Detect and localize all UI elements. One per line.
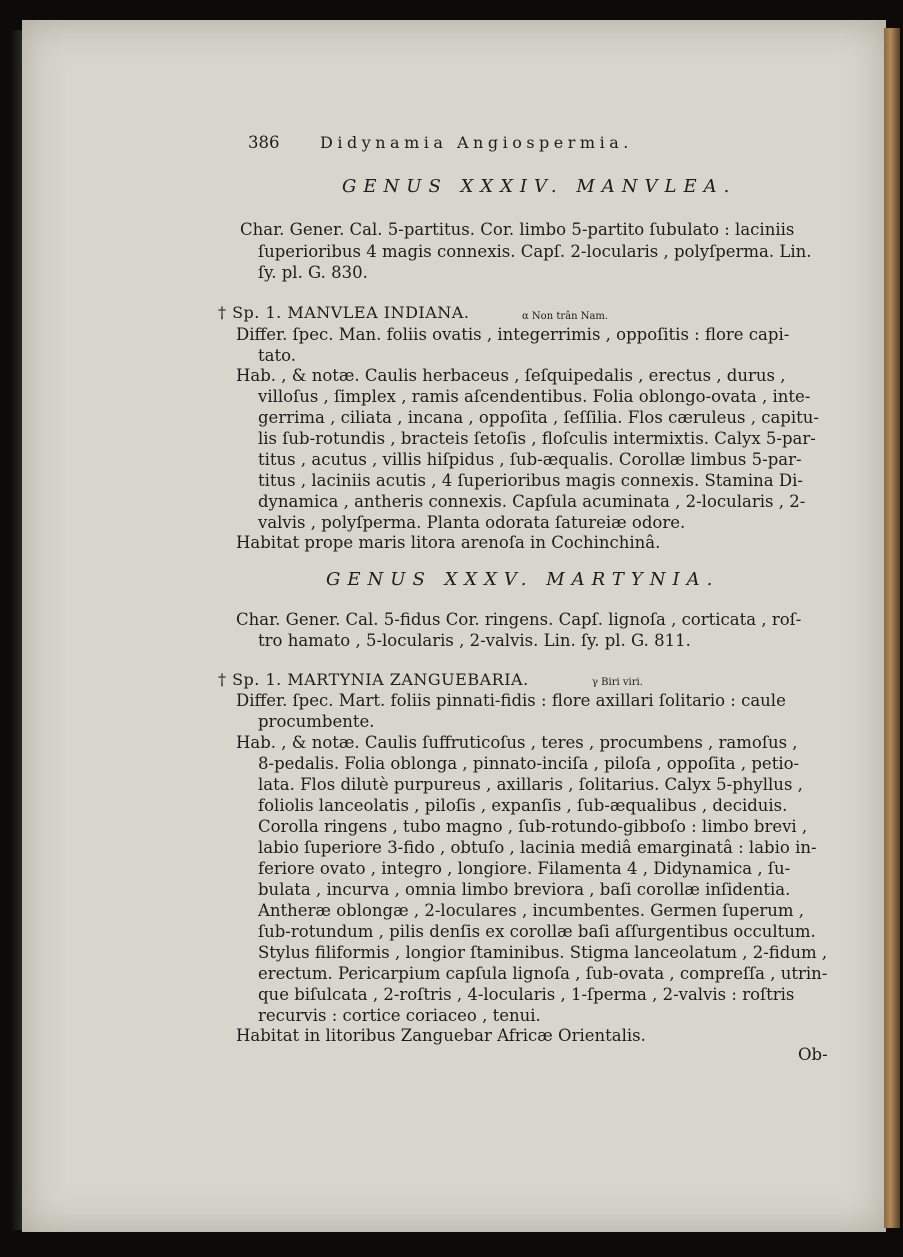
differ-line: procumbente. (258, 712, 375, 731)
char-line: Char. Gener. Cal. 5-fidus Cor. ringens. Capſ. lignoſa , corticata , roſ- (236, 610, 802, 629)
running-header: Didynamia Angiospermia. (320, 133, 633, 152)
book-gutter-shadow (12, 30, 22, 1230)
genus-heading-manulea: GENUS XXXIV. MANVLEA. (342, 176, 737, 197)
hab-line: bulata , incurva , omnia limbo breviora , baſi corollæ inſidentia. (258, 880, 791, 899)
page-number: 386 (248, 133, 280, 152)
char-line: Char. Gener. Cal. 5-partitus. Cor. limbo 5-partito ſubulato : laciniis (240, 220, 795, 239)
genus-heading-martynia: GENUS XXXV. MARTYNIA. (326, 569, 720, 590)
hab-line: que biſulcata , 2-roſtris , 4-locularis , 1-ſperma , 2-valvis : roſtris (258, 985, 795, 1004)
differ-line: Differ. ſpec. Mart. foliis pinnati-fidis : flore axillari ſolitario : caule (236, 691, 786, 710)
differ-line: tato. (258, 346, 296, 365)
book-page (22, 20, 886, 1232)
species-native-name: γ Biri viri. (592, 677, 643, 688)
habitat-line: Habitat in litoribus Zanguebar Africæ Orientalis. (236, 1026, 646, 1045)
hab-line: gerrima , ciliata , incana , oppoſita , ſeſſilia. Flos cæruleus , capitu- (258, 408, 819, 427)
hab-line: dynamica , antheris connexis. Capſula acuminata , 2-locularis , 2- (258, 492, 806, 511)
hab-line: lis ſub-rotundis , bracteis ſetoſis , floſculis intermixtis. Calyx 5-par- (258, 429, 816, 448)
char-line: tro hamato , 5-locularis , 2-valvis. Lin. ſy. pl. G. 811. (258, 631, 691, 650)
hab-line: lata. Flos dilutè purpureus , axillaris , ſolitarius. Calyx 5-phyllus , (258, 775, 803, 794)
hab-line: Stylus filiformis , longior ſtaminibus. Stigma lanceolatum , 2-fidum , (258, 943, 828, 962)
page-text (22, 20, 886, 1232)
hab-line: villoſus , ſimplex , ramis aſcendentibus. Folia oblongo-ovata , inte- (258, 387, 811, 406)
book-spine-edge (884, 28, 900, 1228)
hab-line: erectum. Pericarpium capſula lignoſa , ſub-ovata , compreſſa , utrin- (258, 964, 828, 983)
hab-line: Antheræ oblongæ , 2-loculares , incumbentes. Germen ſuperum , (258, 901, 805, 920)
hab-line: ſub-rotundum , pilis denſis ex corollæ baſi aſſurgentibus occultum. (258, 922, 816, 941)
species-native-name: α Non trân Nam. (522, 311, 609, 322)
hab-line: labio ſuperiore 3-fido , obtuſo , lacinia mediâ emarginatâ : labio in- (258, 838, 817, 857)
hab-line: Hab. , & notæ. Caulis ſuffruticoſus , teres , procumbens , ramoſus , (236, 733, 798, 752)
species-line: † Sp. 1. MARTYNIA ZANGUEBARIA. (218, 670, 529, 689)
catchword: Ob- (798, 1045, 828, 1064)
hab-line: feriore ovato , integro , longiore. Filamenta 4 , Didynamica , ſu- (258, 859, 791, 878)
char-line: ſy. pl. G. 830. (258, 263, 368, 282)
hab-line: Hab. , & notæ. Caulis herbaceus , ſeſquipedalis , erectus , durus , (236, 366, 786, 385)
hab-line: foliolis lanceolatis , piloſis , expanſis , ſub-æqualibus , deciduis. (258, 796, 788, 815)
hab-line: 8-pedalis. Folia oblonga , pinnato-inciſa , piloſa , oppoſita , petio- (258, 754, 800, 773)
species-line: † Sp. 1. MANVLEA INDIANA. (218, 303, 470, 322)
hab-line: titus , laciniis acutis , 4 ſuperioribus magis connexis. Stamina Di- (258, 471, 803, 490)
habitat-line: Habitat prope maris litora arenoſa in Cochinchinâ. (236, 533, 661, 552)
differ-line: Differ. ſpec. Man. foliis ovatis , integerrimis , oppoſitis : flore capi- (236, 325, 790, 344)
char-line: ſuperioribus 4 magis connexis. Capſ. 2-locularis , polyſperma. Lin. (258, 242, 812, 261)
hab-line: Corolla ringens , tubo magno , ſub-rotundo-gibboſo : limbo brevi , (258, 817, 808, 836)
hab-line: recurvis : cortice coriaceo , tenui. (258, 1006, 541, 1025)
hab-line: valvis , polyſperma. Planta odorata ſatureiæ odore. (258, 513, 686, 532)
hab-line: titus , acutus , villis hiſpidus , ſub-æqualis. Corollæ limbus 5-par- (258, 450, 802, 469)
